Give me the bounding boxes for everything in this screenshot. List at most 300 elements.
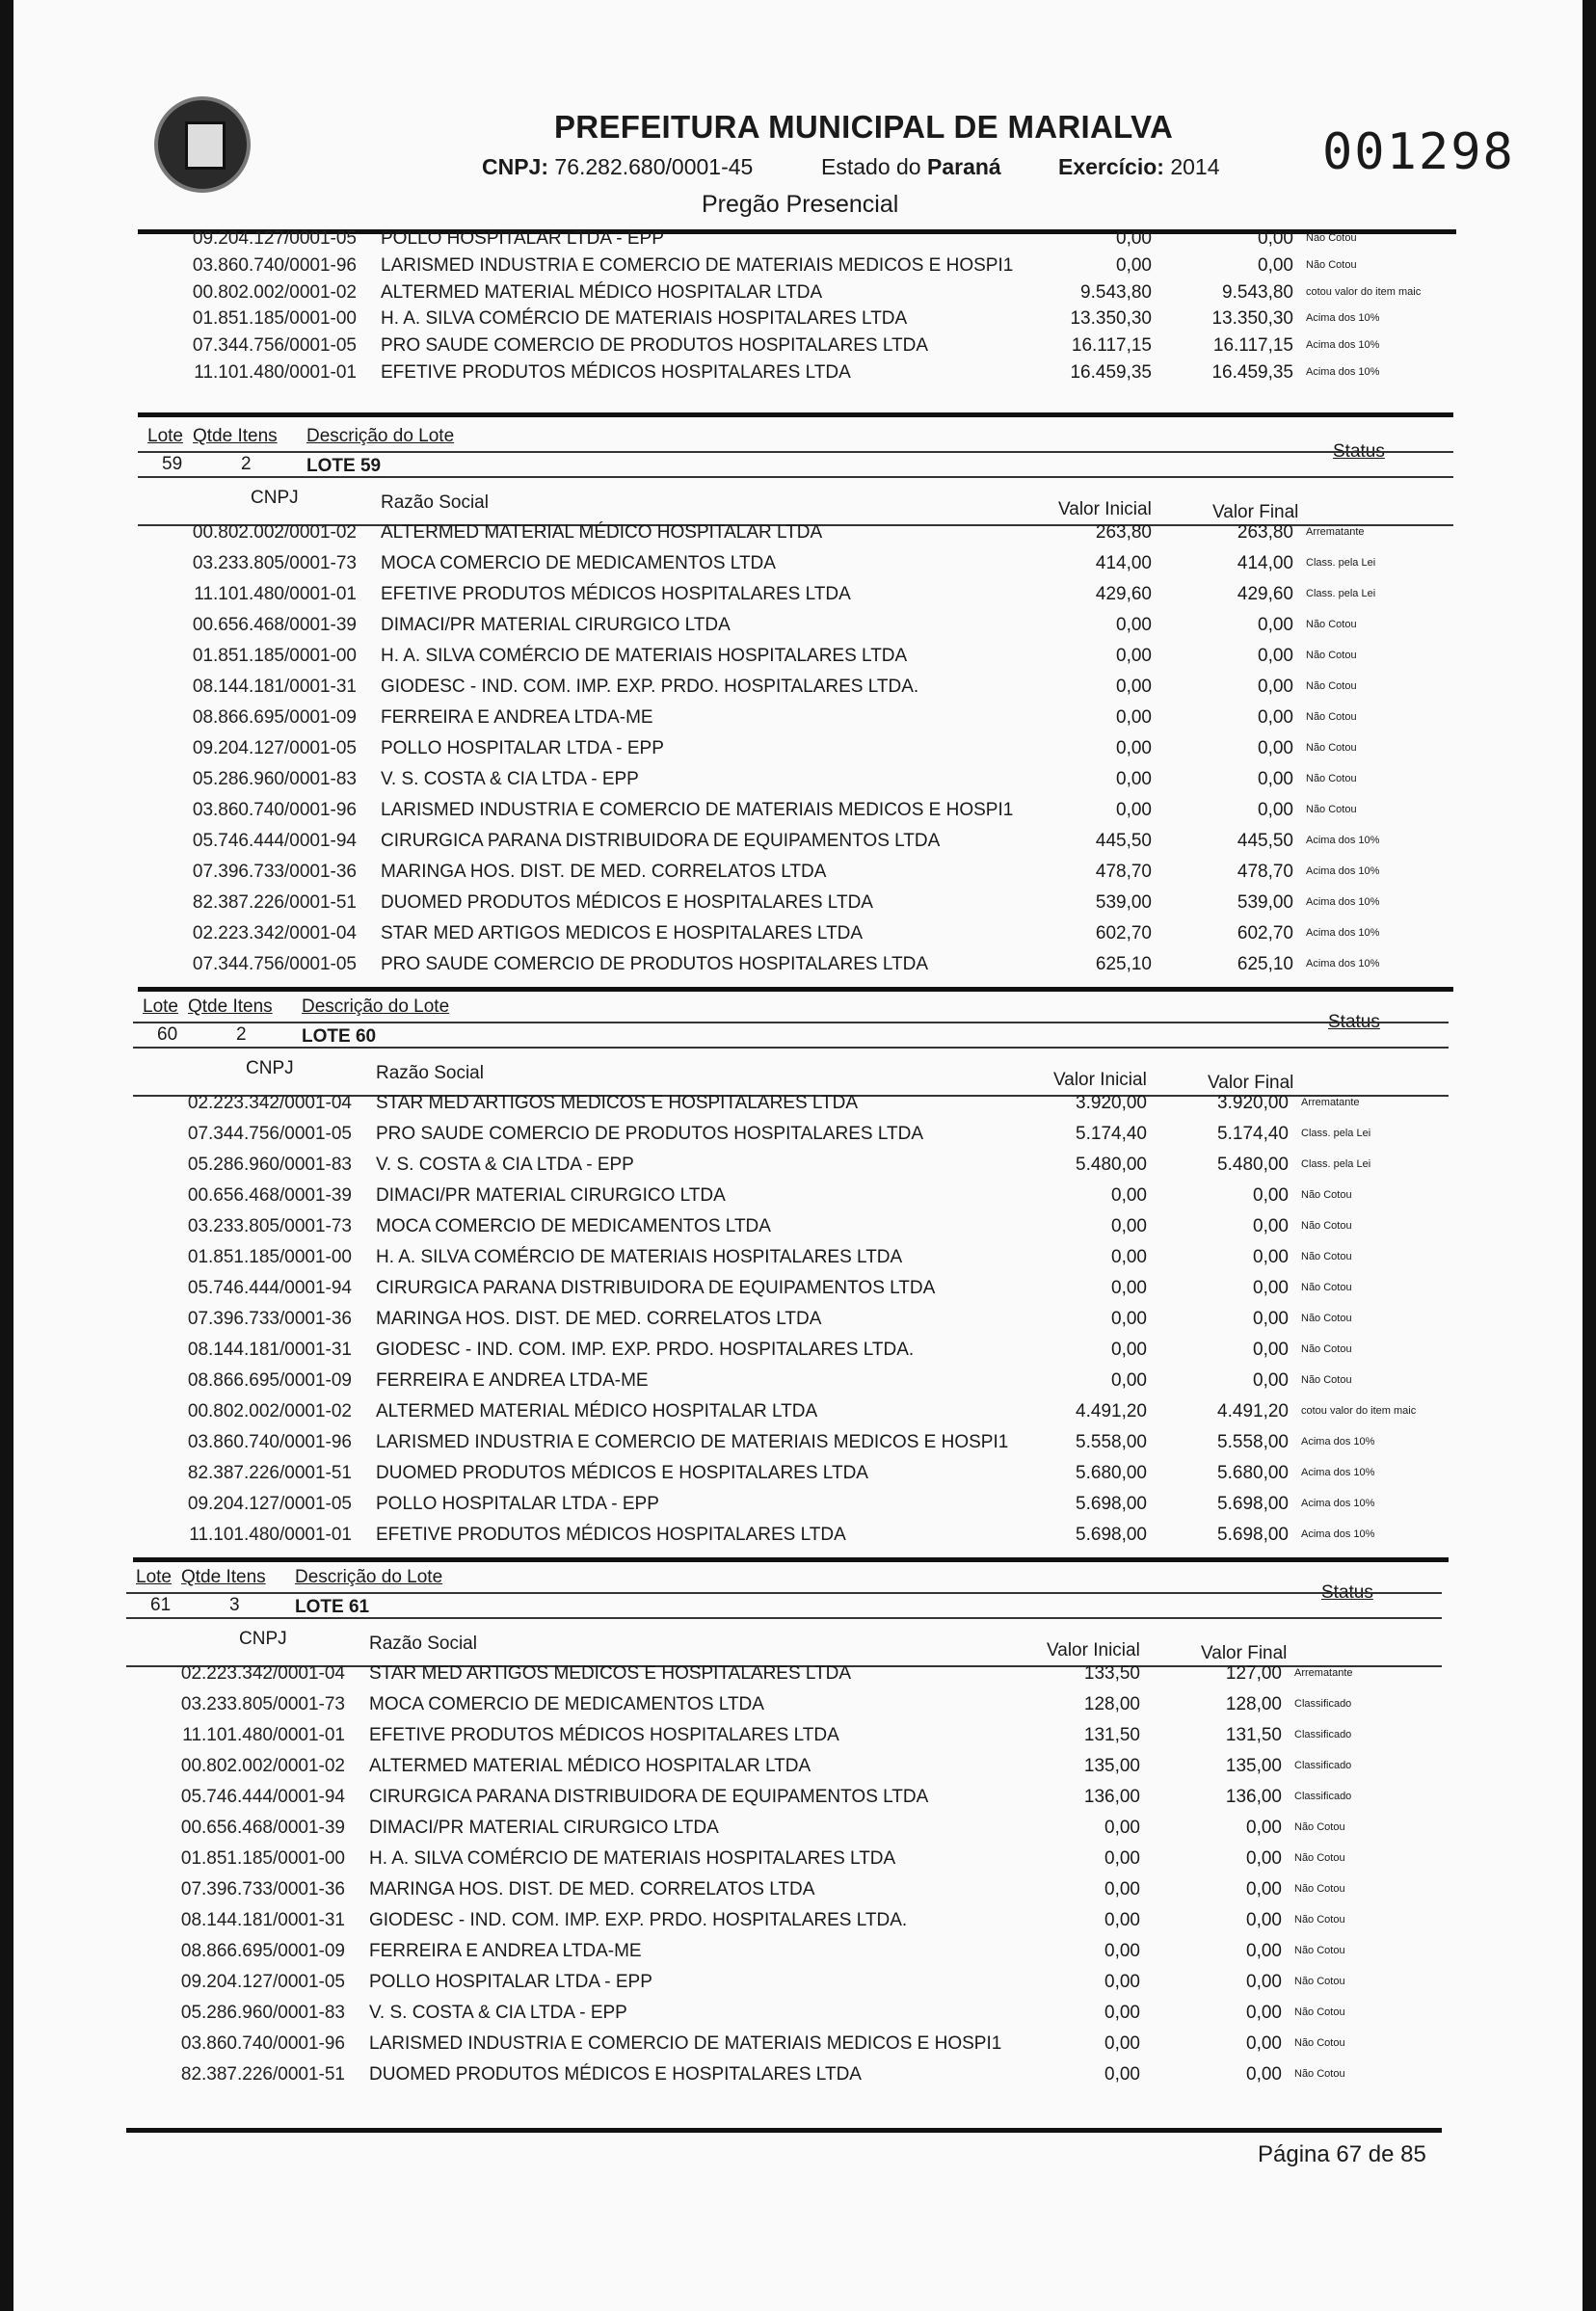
table-row bbox=[0, 1155, 1596, 1185]
status-label: Status bbox=[1321, 1582, 1373, 1603]
valor-inicial-cell: 9.543,80 bbox=[1080, 281, 1152, 303]
valor-inicial-cell: 0,00 bbox=[1104, 1848, 1140, 1869]
razao-social-cell: CIRURGICA PARANA DISTRIBUIDORA DE EQUIPAMENTOS LTDA bbox=[381, 831, 941, 851]
descricao-label: Descrição do Lote bbox=[295, 1567, 443, 1587]
status-cell: Acima dos 10% bbox=[1306, 927, 1380, 939]
valor-inicial-cell: 625,10 bbox=[1095, 954, 1152, 974]
status-label: Status bbox=[1328, 1012, 1380, 1032]
cnpj-cell: 03.233.805/0001-73 bbox=[187, 1216, 352, 1236]
valor-final-cell: 16.117,15 bbox=[1212, 335, 1293, 357]
status-cell: Acima dos 10% bbox=[1301, 1436, 1375, 1448]
status-cell: Não Cotou bbox=[1301, 1374, 1352, 1386]
razao-social-cell: LARISMED INDUSTRIA E COMERCIO DE MATERIAIS MEDICOS E HOSPI1 bbox=[381, 254, 1014, 276]
valor-inicial-cell: 263,80 bbox=[1095, 522, 1152, 543]
cnpj-cell: 07.344.756/0001-05 bbox=[187, 1124, 352, 1144]
razao-social-cell: MARINGA HOS. DIST. DE MED. CORRELATOS LTDA bbox=[376, 1309, 822, 1329]
table-row bbox=[0, 2033, 1596, 2064]
lote-descricao: LOTE 59 bbox=[306, 456, 382, 476]
table-row bbox=[0, 1787, 1596, 1818]
razao-header: Razão Social bbox=[376, 1063, 484, 1083]
table-row bbox=[0, 362, 1596, 393]
qtde-label: Qtde Itens bbox=[181, 1567, 266, 1587]
cnpj-cell: 09.204.127/0001-05 bbox=[180, 1972, 345, 1992]
valor-final-cell: 602,70 bbox=[1237, 923, 1293, 943]
status-cell: Não Cotou bbox=[1306, 804, 1357, 815]
cnpj-cell: 82.387.226/0001-51 bbox=[192, 892, 357, 913]
table-row bbox=[0, 1216, 1596, 1247]
valor-inicial-cell: 0,00 bbox=[1116, 769, 1152, 789]
cnpj-cell: 07.344.756/0001-05 bbox=[192, 954, 357, 974]
cnpj-cell: 09.204.127/0001-05 bbox=[187, 1494, 352, 1514]
table-row bbox=[0, 584, 1596, 615]
table-row bbox=[0, 2064, 1596, 2095]
valor-final-cell: 5.698,00 bbox=[1217, 1494, 1289, 1514]
descricao-label: Descrição do Lote bbox=[306, 426, 455, 446]
valor-inicial-cell: 0,00 bbox=[1111, 1309, 1147, 1329]
status-cell: Class. pela Lei bbox=[1306, 588, 1376, 599]
status-cell: Não Cotou bbox=[1294, 1976, 1345, 1987]
table-row bbox=[0, 1309, 1596, 1340]
razao-social-cell: EFETIVE PRODUTOS MÉDICOS HOSPITALARES LTDA bbox=[369, 1725, 839, 1745]
valor-final-cell: 16.459,35 bbox=[1211, 362, 1293, 383]
razao-social-cell: EFETIVE PRODUTOS MÉDICOS HOSPITALARES LTDA bbox=[381, 584, 851, 604]
status-cell: cotou valor do item maic bbox=[1306, 285, 1422, 298]
razao-social-cell: V. S. COSTA & CIA LTDA - EPP bbox=[376, 1155, 634, 1175]
valor-inicial-cell: 13.350,30 bbox=[1070, 308, 1152, 330]
status-cell: Não Cotou bbox=[1306, 619, 1357, 630]
status-cell: Não Cotou bbox=[1294, 1883, 1345, 1895]
cnpj-cell: 00.802.002/0001-02 bbox=[180, 1756, 345, 1776]
status-cell: Não Cotou bbox=[1294, 2068, 1345, 2080]
razao-social-cell: POLLO HOSPITALAR LTDA - EPP bbox=[381, 738, 664, 758]
valor-inicial-cell: 602,70 bbox=[1095, 923, 1152, 943]
table-row bbox=[0, 1185, 1596, 1216]
valor-inicial-cell: 0,00 bbox=[1116, 738, 1152, 758]
descricao-label: Descrição do Lote bbox=[302, 996, 450, 1017]
valor-final-cell: 131,50 bbox=[1225, 1725, 1282, 1745]
razao-social-cell: DUOMED PRODUTOS MÉDICOS E HOSPITALARES LTDA bbox=[369, 2064, 862, 2085]
razao-social-cell: FERREIRA E ANDREA LTDA-ME bbox=[369, 1941, 642, 1961]
cnpj-cell: 01.851.185/0001-00 bbox=[192, 646, 357, 666]
valor-inicial-cell: 133,50 bbox=[1083, 1663, 1140, 1684]
status-cell: Não Cotou bbox=[1301, 1189, 1352, 1201]
valor-final-cell: 0,00 bbox=[1258, 677, 1293, 697]
status-cell: Não Cotou bbox=[1301, 1343, 1352, 1355]
cnpj-value: 76.282.680/0001-45 bbox=[554, 154, 754, 179]
lote-label: Lote bbox=[147, 426, 183, 446]
lote-subrule bbox=[133, 1047, 1449, 1049]
razao-social-cell: H. A. SILVA COMÉRCIO DE MATERIAIS HOSPITALARES LTDA bbox=[381, 308, 908, 330]
valor-final-cell: 625,10 bbox=[1237, 954, 1293, 974]
status-cell: Acima dos 10% bbox=[1306, 835, 1380, 846]
status-cell: Não Cotou bbox=[1294, 1852, 1345, 1864]
valor-final-header: Valor Final bbox=[1208, 1073, 1294, 1093]
exercicio-line bbox=[1058, 154, 1220, 180]
status-cell: Class. pela Lei bbox=[1301, 1128, 1371, 1139]
cnpj-cell: 11.101.480/0001-01 bbox=[194, 362, 357, 383]
valor-inicial-cell: 5.680,00 bbox=[1076, 1463, 1147, 1483]
razao-social-cell: POLLO HOSPITALAR LTDA - EPP bbox=[381, 228, 664, 249]
razao-social-cell: FERREIRA E ANDREA LTDA-ME bbox=[376, 1370, 649, 1391]
lote-subrule bbox=[126, 1617, 1442, 1619]
valor-inicial-cell: 135,00 bbox=[1083, 1756, 1140, 1776]
razao-social-cell: ALTERMED MATERIAL MÉDICO HOSPITALAR LTDA bbox=[376, 1401, 818, 1421]
cnpj-cell: 05.286.960/0001-83 bbox=[192, 769, 357, 789]
valor-inicial-cell: 0,00 bbox=[1116, 615, 1152, 635]
table-row bbox=[0, 707, 1596, 738]
razao-social-cell: DIMACI/PR MATERIAL CIRURGICO LTDA bbox=[369, 1818, 719, 1838]
estado-label: Estado do bbox=[821, 154, 921, 179]
razao-social-cell: DIMACI/PR MATERIAL CIRURGICO LTDA bbox=[376, 1185, 726, 1206]
table-row bbox=[0, 1879, 1596, 1910]
lote-end-rule bbox=[138, 987, 1453, 992]
table-row bbox=[0, 1124, 1596, 1155]
razao-social-cell: ALTERMED MATERIAL MÉDICO HOSPITALAR LTDA bbox=[381, 522, 823, 543]
cnpj-cell: 08.866.695/0001-09 bbox=[180, 1941, 345, 1961]
valor-final-cell: 429,60 bbox=[1237, 584, 1293, 604]
status-cell: Não Cotou bbox=[1294, 1945, 1345, 1956]
status-cell: Class. pela Lei bbox=[1301, 1158, 1371, 1170]
valor-inicial-cell: 0,00 bbox=[1104, 1972, 1140, 1992]
page-number: Página 67 de 85 bbox=[1258, 2141, 1426, 2167]
status-cell: Não Cotou bbox=[1294, 2006, 1345, 2018]
razao-social-cell: EFETIVE PRODUTOS MÉDICOS HOSPITALARES LTDA bbox=[376, 1525, 846, 1545]
valor-final-cell: 135,00 bbox=[1225, 1756, 1282, 1776]
page-title: PREFEITURA MUNICIPAL DE MARIALVA bbox=[554, 109, 1174, 145]
razao-social-cell: PRO SAUDE COMERCIO DE PRODUTOS HOSPITALARES LTDA bbox=[381, 335, 928, 357]
valor-final-cell: 478,70 bbox=[1237, 862, 1293, 882]
status-cell: Class. pela Lei bbox=[1306, 557, 1376, 569]
valor-inicial-cell: 5.558,00 bbox=[1076, 1432, 1147, 1452]
cnpj-cell: 07.396.733/0001-36 bbox=[187, 1309, 352, 1329]
cnpj-cell: 09.204.127/0001-05 bbox=[192, 228, 357, 249]
lote-label: Lote bbox=[136, 1567, 172, 1587]
razao-social-cell: MARINGA HOS. DIST. DE MED. CORRELATOS LTDA bbox=[369, 1879, 815, 1899]
cnpj-cell: 11.101.480/0001-01 bbox=[194, 584, 357, 604]
status-cell: Classificado bbox=[1294, 1729, 1352, 1740]
valor-final-cell: 4.491,20 bbox=[1217, 1401, 1289, 1421]
cnpj-cell: 03.860.740/0001-96 bbox=[192, 800, 357, 820]
valor-inicial-cell: 16.459,35 bbox=[1070, 362, 1152, 383]
valor-inicial-cell: 136,00 bbox=[1083, 1787, 1140, 1807]
valor-final-cell: 0,00 bbox=[1253, 1185, 1289, 1206]
status-cell: Não Cotou bbox=[1301, 1313, 1352, 1324]
valor-inicial-cell: 0,00 bbox=[1116, 800, 1152, 820]
valor-inicial-cell: 128,00 bbox=[1083, 1694, 1140, 1714]
razao-social-cell: DUOMED PRODUTOS MÉDICOS E HOSPITALARES LTDA bbox=[376, 1463, 868, 1483]
razao-social-cell: V. S. COSTA & CIA LTDA - EPP bbox=[381, 769, 639, 789]
table-row bbox=[0, 831, 1596, 862]
valor-final-cell: 0,00 bbox=[1258, 800, 1293, 820]
status-cell: Acima dos 10% bbox=[1306, 366, 1380, 378]
lote-subrule bbox=[138, 476, 1453, 478]
status-cell: Acima dos 10% bbox=[1306, 896, 1380, 908]
razao-social-cell: FERREIRA E ANDREA LTDA-ME bbox=[381, 707, 653, 728]
table-row bbox=[0, 923, 1596, 954]
valor-final-cell: 0,00 bbox=[1246, 1941, 1282, 1961]
status-cell: cotou valor do item maic bbox=[1301, 1405, 1417, 1417]
valor-final-cell: 9.543,80 bbox=[1222, 281, 1293, 303]
table-row bbox=[0, 2003, 1596, 2033]
lote-header-rule bbox=[138, 451, 1453, 453]
table-row bbox=[0, 646, 1596, 677]
cnpj-cell: 00.802.002/0001-02 bbox=[192, 522, 357, 543]
table-row bbox=[0, 522, 1596, 553]
valor-final-cell: 0,00 bbox=[1253, 1309, 1289, 1329]
status-cell: Acima dos 10% bbox=[1306, 339, 1380, 352]
cnpj-cell: 03.233.805/0001-73 bbox=[180, 1694, 345, 1714]
valor-inicial-header: Valor Inicial bbox=[1058, 499, 1152, 519]
razao-social-cell: LARISMED INDUSTRIA E COMERCIO DE MATERIAIS MEDICOS E HOSPI1 bbox=[381, 800, 1014, 820]
table-row bbox=[0, 1941, 1596, 1972]
lote-qtde: 2 bbox=[236, 1024, 247, 1045]
status-cell: Acima dos 10% bbox=[1306, 958, 1380, 970]
valor-final-cell: 0,00 bbox=[1246, 2033, 1282, 2054]
razao-social-cell: MOCA COMERCIO DE MEDICAMENTOS LTDA bbox=[381, 553, 776, 573]
status-cell: Não Cotou bbox=[1306, 711, 1357, 723]
razao-social-cell: H. A. SILVA COMÉRCIO DE MATERIAIS HOSPITALARES LTDA bbox=[381, 646, 908, 666]
estado-line bbox=[821, 154, 1001, 180]
valor-inicial-cell: 0,00 bbox=[1116, 254, 1152, 276]
valor-inicial-cell: 0,00 bbox=[1104, 2033, 1140, 2054]
valor-final-cell: 0,00 bbox=[1253, 1370, 1289, 1391]
cnpj-cell: 02.223.342/0001-04 bbox=[180, 1663, 345, 1684]
status-cell: Acima dos 10% bbox=[1306, 312, 1380, 325]
valor-inicial-cell: 131,50 bbox=[1083, 1725, 1140, 1745]
cnpj-cell: 00.656.468/0001-39 bbox=[192, 615, 357, 635]
razao-social-cell: CIRURGICA PARANA DISTRIBUIDORA DE EQUIPAMENTOS LTDA bbox=[369, 1787, 929, 1807]
lote-header-rule bbox=[126, 1592, 1442, 1594]
razao-social-cell: ALTERMED MATERIAL MÉDICO HOSPITALAR LTDA bbox=[381, 281, 823, 303]
status-cell: Não Cotou bbox=[1306, 258, 1357, 271]
valor-inicial-cell: 478,70 bbox=[1095, 862, 1152, 882]
razao-social-cell: PRO SAUDE COMERCIO DE PRODUTOS HOSPITALARES LTDA bbox=[381, 954, 928, 974]
table-row bbox=[0, 769, 1596, 800]
cnpj-cell: 08.144.181/0001-31 bbox=[192, 677, 357, 697]
cnpj-cell: 01.851.185/0001-00 bbox=[192, 308, 357, 330]
cnpj-cell: 11.101.480/0001-01 bbox=[182, 1725, 345, 1745]
razao-social-cell: GIODESC - IND. COM. IMP. EXP. PRDO. HOSPITALARES LTDA. bbox=[376, 1340, 915, 1360]
status-cell: Não Cotou bbox=[1306, 232, 1357, 244]
cnpj-cell: 03.860.740/0001-96 bbox=[192, 254, 357, 276]
razao-social-cell: POLLO HOSPITALAR LTDA - EPP bbox=[369, 1972, 652, 1992]
valor-final-cell: 0,00 bbox=[1258, 707, 1293, 728]
cnpj-cell: 05.746.444/0001-94 bbox=[187, 1278, 352, 1298]
table-row bbox=[0, 1694, 1596, 1725]
cnpj-cell: 02.223.342/0001-04 bbox=[192, 923, 357, 943]
valor-final-cell: 0,00 bbox=[1246, 1910, 1282, 1930]
table-row bbox=[0, 738, 1596, 769]
cnpj-cell: 05.286.960/0001-83 bbox=[180, 2003, 345, 2023]
lote-end-rule bbox=[126, 2128, 1442, 2133]
cnpj-header: CNPJ bbox=[246, 1058, 294, 1078]
razao-social-cell: LARISMED INDUSTRIA E COMERCIO DE MATERIAIS MEDICOS E HOSPI1 bbox=[376, 1432, 1009, 1452]
table-row bbox=[0, 1370, 1596, 1401]
table-row bbox=[0, 1093, 1596, 1124]
table-row bbox=[0, 1401, 1596, 1432]
status-cell: Não Cotou bbox=[1301, 1220, 1352, 1232]
status-label: Status bbox=[1333, 441, 1385, 462]
valor-final-cell: 0,00 bbox=[1258, 615, 1293, 635]
cnpj-cell: 03.233.805/0001-73 bbox=[192, 553, 357, 573]
table-row bbox=[0, 1663, 1596, 1694]
status-cell: Classificado bbox=[1294, 1698, 1352, 1710]
razao-social-cell: STAR MED ARTIGOS MEDICOS E HOSPITALARES LTDA bbox=[381, 923, 864, 943]
valor-final-cell: 0,00 bbox=[1258, 769, 1293, 789]
valor-final-cell: 0,00 bbox=[1246, 1848, 1282, 1869]
table-row bbox=[0, 954, 1596, 985]
valor-inicial-cell: 0,00 bbox=[1116, 228, 1152, 249]
lote-number: 59 bbox=[162, 454, 183, 474]
cnpj-cell: 00.802.002/0001-02 bbox=[192, 281, 357, 303]
valor-final-cell: 0,00 bbox=[1246, 1879, 1282, 1899]
valor-final-cell: 136,00 bbox=[1225, 1787, 1282, 1807]
valor-final-cell: 0,00 bbox=[1258, 738, 1293, 758]
valor-final-cell: 127,00 bbox=[1225, 1663, 1282, 1684]
valor-final-cell: 263,80 bbox=[1237, 522, 1293, 543]
valor-inicial-cell: 0,00 bbox=[1104, 2064, 1140, 2085]
lote-descricao: LOTE 60 bbox=[302, 1026, 377, 1047]
lote-qtde: 2 bbox=[241, 454, 252, 474]
status-cell: Não Cotou bbox=[1294, 2037, 1345, 2049]
cnpj-cell: 07.396.733/0001-36 bbox=[180, 1879, 345, 1899]
table-row bbox=[0, 800, 1596, 831]
valor-final-cell: 0,00 bbox=[1258, 254, 1293, 276]
valor-inicial-header: Valor Inicial bbox=[1053, 1070, 1147, 1090]
valor-final-cell: 0,00 bbox=[1246, 1818, 1282, 1838]
cnpj-cell: 02.223.342/0001-04 bbox=[187, 1093, 352, 1113]
valor-final-header: Valor Final bbox=[1212, 502, 1299, 522]
valor-final-header: Valor Final bbox=[1201, 1643, 1288, 1663]
valor-inicial-cell: 5.698,00 bbox=[1076, 1494, 1147, 1514]
valor-inicial-cell: 5.174,40 bbox=[1076, 1124, 1147, 1144]
razao-social-cell: STAR MED ARTIGOS MEDICOS E HOSPITALARES LTDA bbox=[376, 1093, 859, 1113]
valor-inicial-cell: 0,00 bbox=[1111, 1216, 1147, 1236]
valor-inicial-cell: 4.491,20 bbox=[1076, 1401, 1147, 1421]
cnpj-cell: 00.802.002/0001-02 bbox=[187, 1401, 352, 1421]
valor-final-cell: 13.350,30 bbox=[1211, 308, 1293, 330]
razao-social-cell: V. S. COSTA & CIA LTDA - EPP bbox=[369, 2003, 627, 2023]
valor-inicial-cell: 5.698,00 bbox=[1076, 1525, 1147, 1545]
table-row bbox=[0, 862, 1596, 892]
table-row bbox=[0, 1848, 1596, 1879]
status-cell: Acima dos 10% bbox=[1301, 1498, 1375, 1509]
valor-final-cell: 414,00 bbox=[1237, 553, 1293, 573]
razao-social-cell: H. A. SILVA COMÉRCIO DE MATERIAIS HOSPITALARES LTDA bbox=[369, 1848, 896, 1869]
valor-inicial-cell: 0,00 bbox=[1116, 677, 1152, 697]
valor-final-cell: 0,00 bbox=[1253, 1278, 1289, 1298]
valor-final-cell: 0,00 bbox=[1246, 2064, 1282, 2085]
status-cell: Acima dos 10% bbox=[1301, 1467, 1375, 1478]
valor-final-cell: 5.480,00 bbox=[1217, 1155, 1289, 1175]
exercicio-value: 2014 bbox=[1170, 154, 1220, 179]
table-row bbox=[0, 1910, 1596, 1941]
razao-social-cell: STAR MED ARTIGOS MEDICOS E HOSPITALARES LTDA bbox=[369, 1663, 852, 1684]
table-row bbox=[0, 1463, 1596, 1494]
cnpj-cell: 08.144.181/0001-31 bbox=[180, 1910, 345, 1930]
status-cell: Não Cotou bbox=[1301, 1251, 1352, 1262]
valor-inicial-cell: 5.480,00 bbox=[1076, 1155, 1147, 1175]
valor-inicial-cell: 0,00 bbox=[1104, 1941, 1140, 1961]
estado-value: Paraná bbox=[926, 154, 1001, 179]
valor-inicial-cell: 414,00 bbox=[1095, 553, 1152, 573]
cnpj-cell: 07.344.756/0001-05 bbox=[192, 335, 357, 357]
status-cell: Não Cotou bbox=[1306, 650, 1357, 661]
table-row bbox=[0, 553, 1596, 584]
razao-social-cell: MARINGA HOS. DIST. DE MED. CORRELATOS LTDA bbox=[381, 862, 827, 882]
cnpj-cell: 03.860.740/0001-96 bbox=[180, 2033, 345, 2054]
cnpj-header: CNPJ bbox=[239, 1629, 287, 1649]
cnpj-cell: 82.387.226/0001-51 bbox=[180, 2064, 345, 2085]
cnpj-cell: 08.144.181/0001-31 bbox=[187, 1340, 352, 1360]
razao-social-cell: MOCA COMERCIO DE MEDICAMENTOS LTDA bbox=[369, 1694, 764, 1714]
cnpj-header: CNPJ bbox=[251, 488, 299, 508]
table-row bbox=[0, 1818, 1596, 1848]
valor-final-cell: 0,00 bbox=[1253, 1247, 1289, 1267]
status-cell: Não Cotou bbox=[1306, 742, 1357, 754]
status-cell: Não Cotou bbox=[1306, 680, 1357, 692]
valor-inicial-cell: 0,00 bbox=[1116, 646, 1152, 666]
razao-social-cell: CIRURGICA PARANA DISTRIBUIDORA DE EQUIPAMENTOS LTDA bbox=[376, 1278, 936, 1298]
razao-social-cell: DIMACI/PR MATERIAL CIRURGICO LTDA bbox=[381, 615, 731, 635]
document-number: 001298 bbox=[1322, 123, 1515, 181]
status-cell: Arrematante bbox=[1301, 1097, 1360, 1108]
table-row bbox=[0, 677, 1596, 707]
valor-final-cell: 0,00 bbox=[1258, 646, 1293, 666]
status-cell: Acima dos 10% bbox=[1306, 865, 1380, 877]
valor-final-cell: 5.680,00 bbox=[1217, 1463, 1289, 1483]
cnpj-cell: 03.860.740/0001-96 bbox=[187, 1432, 352, 1452]
valor-inicial-cell: 0,00 bbox=[1111, 1278, 1147, 1298]
razao-social-cell: EFETIVE PRODUTOS MÉDICOS HOSPITALARES LTDA bbox=[381, 362, 851, 383]
valor-inicial-cell: 16.117,15 bbox=[1071, 335, 1152, 357]
cnpj-cell: 82.387.226/0001-51 bbox=[187, 1463, 352, 1483]
razao-social-cell: PRO SAUDE COMERCIO DE PRODUTOS HOSPITALARES LTDA bbox=[376, 1124, 923, 1144]
status-cell: Classificado bbox=[1294, 1760, 1352, 1771]
valor-inicial-cell: 429,60 bbox=[1095, 584, 1152, 604]
cnpj-cell: 05.746.444/0001-94 bbox=[180, 1787, 345, 1807]
valor-final-cell: 5.698,00 bbox=[1217, 1525, 1289, 1545]
valor-final-cell: 0,00 bbox=[1246, 1972, 1282, 1992]
razao-header: Razão Social bbox=[369, 1634, 477, 1654]
valor-final-cell: 5.558,00 bbox=[1217, 1432, 1289, 1452]
razao-header: Razão Social bbox=[381, 492, 489, 513]
razao-social-cell: ALTERMED MATERIAL MÉDICO HOSPITALAR LTDA bbox=[369, 1756, 811, 1776]
valor-final-cell: 0,00 bbox=[1258, 228, 1293, 249]
cnpj-cell: 05.746.444/0001-94 bbox=[192, 831, 357, 851]
cnpj-cell: 05.286.960/0001-83 bbox=[187, 1155, 352, 1175]
valor-inicial-cell: 0,00 bbox=[1111, 1370, 1147, 1391]
table-row bbox=[0, 1725, 1596, 1756]
status-cell: Não Cotou bbox=[1301, 1282, 1352, 1293]
status-cell: Não Cotou bbox=[1294, 1821, 1345, 1833]
valor-inicial-header: Valor Inicial bbox=[1047, 1640, 1140, 1660]
status-cell: Arrematante bbox=[1294, 1667, 1353, 1679]
valor-inicial-cell: 0,00 bbox=[1111, 1247, 1147, 1267]
status-cell: Não Cotou bbox=[1306, 773, 1357, 784]
cnpj-cell: 11.101.480/0001-01 bbox=[189, 1525, 352, 1545]
status-cell: Arrematante bbox=[1306, 526, 1365, 538]
razao-social-cell: H. A. SILVA COMÉRCIO DE MATERIAIS HOSPITALARES LTDA bbox=[376, 1247, 903, 1267]
valor-inicial-cell: 0,00 bbox=[1104, 2003, 1140, 2023]
valor-inicial-cell: 0,00 bbox=[1111, 1185, 1147, 1206]
valor-final-cell: 0,00 bbox=[1253, 1340, 1289, 1360]
modalidade: Pregão Presencial bbox=[702, 191, 899, 218]
status-cell: Acima dos 10% bbox=[1301, 1528, 1375, 1540]
table-row bbox=[0, 1247, 1596, 1278]
cnpj-cell: 01.851.185/0001-00 bbox=[180, 1848, 345, 1869]
valor-final-cell: 5.174,40 bbox=[1217, 1124, 1289, 1144]
